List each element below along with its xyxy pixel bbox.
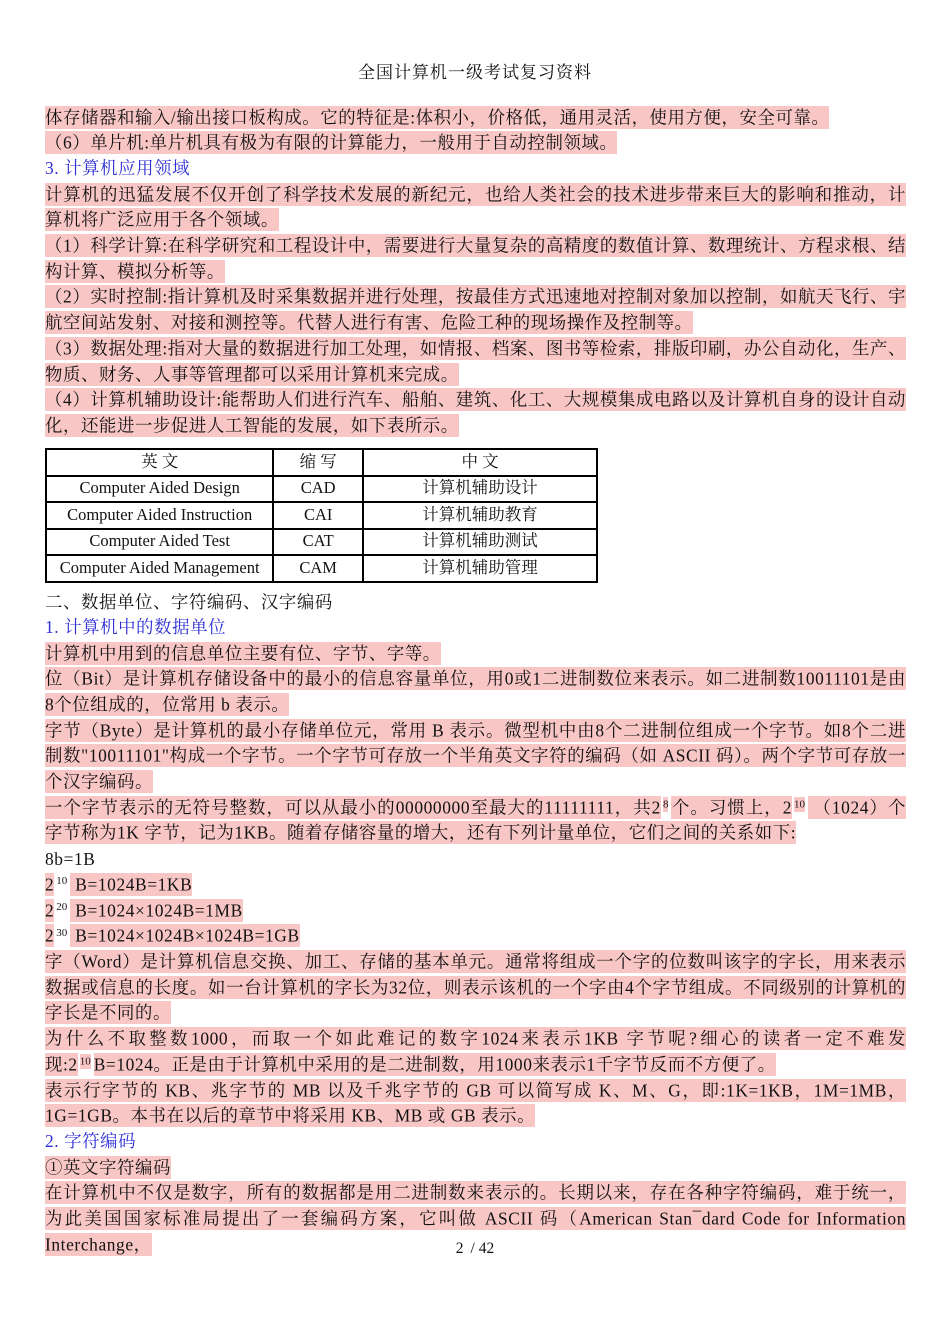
text-run: 个。习惯上，2 [671, 797, 792, 818]
para-app-3-data-processing [45, 336, 906, 387]
table-row [46, 529, 597, 556]
text-flow-after-table [45, 590, 906, 1258]
text-run: 2 [45, 874, 55, 895]
table-cell-chinese: 计算机辅助教育 [363, 502, 597, 529]
text-run: 二、数据单位、字符编码、汉字编码 [45, 591, 333, 612]
table-header-english: 英 文 [46, 449, 273, 476]
para-why-1024 [45, 1027, 906, 1078]
table-cell-abbreviation: CAI [273, 502, 363, 529]
table-header-chinese: 中 文 [363, 449, 597, 476]
table-cell-english: Computer Aided Management [46, 555, 273, 582]
heading-sec2-data-units [45, 590, 906, 616]
superscript-text: 10 [79, 1055, 91, 1068]
text-run: 为什么不取整数1000，而取一个如此难记的数字1024来表示1KB 字节呢?细心的读者一定不难发现:2 [45, 1028, 906, 1075]
text-run: （3）数据处理:指对大量的数据进行加工处理，如情报、档案、图书等检索，排版印刷，办公自动化，生产、物质、财务、人事等管理都可以采用计算机来完成。 [45, 338, 906, 385]
text-run: （1）科学计算:在科学研究和工程设计中，需要进行大量复杂的高精度的数值计算、数理统计、方程求根、结构计算、模拟分析等。 [45, 235, 906, 282]
para-info-units [45, 641, 906, 667]
text-run: （2）实时控制:指计算机及时采集数据并进行处理，按最佳方式迅速地对控制对象加以控制，如航天飞行、宇航空间站发射、对接和测控等。代替人进行有害、危险工种的现场操作及控制等。 [45, 286, 906, 333]
text-run: 体存储器和输入/输出接口板构成。它的特征是:体积小，价格低，通用灵活，使用方便，安全可靠。 [45, 107, 830, 127]
para-app-1-scientific-computing [45, 234, 906, 285]
table-cell-abbreviation: CAT [273, 529, 363, 556]
text-run: （6）单片机:单片机具有极为有限的计算能力，一般用于自动控制领域。 [45, 132, 618, 153]
text-run: B=1024B=1KB [70, 874, 193, 895]
text-run: 2 [45, 925, 55, 946]
table-cell-chinese: 计算机辅助测试 [363, 529, 597, 556]
heading-sub1-data-units [45, 615, 906, 641]
table-row [46, 502, 597, 529]
superscript-text: 8 [662, 798, 669, 811]
heading-sec3-application-fields [45, 156, 906, 182]
text-run: 字节（Byte）是计算机的最小存储单位元，常用 B 表示。微型机中由8个二进制位组成一个字节。如8个二进制数"10011101"构成一个字节。一个字节可存放一个半角英文字符的编码（如 ASCII 码）。两个字节可存放一个汉字编码。 [45, 720, 906, 792]
page-number-current: 2 [455, 1240, 464, 1257]
formula-8b-1b [45, 847, 906, 873]
para-item-6-single-chip [45, 131, 906, 157]
text-run: 3. 计算机应用领域 [45, 158, 191, 179]
para-word-definition [45, 949, 906, 1026]
text-run: 计算机中用到的信息单位主要有位、字节、字等。 [45, 643, 441, 664]
table-cell-english: Computer Aided Design [46, 476, 273, 503]
table-cell-english: Computer Aided Test [46, 529, 273, 556]
para-byte-definition [45, 718, 906, 795]
heading-sub2-character-encoding [45, 1129, 906, 1155]
table-cell-english: Computer Aided Instruction [46, 502, 273, 529]
cad-terms-table [45, 448, 598, 583]
text-flow-before-table [45, 105, 906, 439]
page-footer [0, 1240, 950, 1258]
document-header [0, 0, 950, 83]
text-run: 表示行字节的 KB、兆字节的 MB 以及千兆字节的 GB 可以简写成 K、M、G，即:1K=1KB，1M=1MB，1G=1GB。本书在以后的章节中将采用 KB、MB 或 GB 表示。 [45, 1080, 906, 1126]
para-app-2-realtime-control [45, 285, 906, 336]
para-app-4-computer-aided-design [45, 388, 906, 439]
formula-2-30-gb [45, 924, 906, 950]
formula-2-10-kb [45, 872, 906, 898]
table-header-row [46, 449, 597, 476]
text-run: 计算机的迅猛发展不仅开创了科学技术发展的新纪元，也给人类社会的技术进步带来巨大的影响和推动，计算机将广泛应用于各个领域。 [45, 184, 906, 230]
document-body [45, 105, 906, 1258]
formula-2-20-mb [45, 898, 906, 924]
text-run: 2 [45, 900, 55, 921]
text-run: 字（Word）是计算机信息交换、加工、存储的基本单元。通常将组成一个字的位数叫该字的字长，用来表示数据或信息的长度。如一台计算机的字长为32位，则表示该机的一个字由4个字节组成。不同级别的计算机的字长是不同的。 [45, 951, 906, 1023]
text-run: 位（Bit）是计算机存储设备中的最小的信息容量单位，用0或1二进制数位来表示。如二进制数10011101是由8个位组成的，位常用 b 表示。 [45, 668, 906, 715]
table-cell-chinese: 计算机辅助设计 [363, 476, 597, 503]
text-run: 在计算机中不仅是数字，所有的数据都是用二进制数来表示的。长期以来，存在各种字符编码，难于统一，为此美国国家标准局提出了一套编码方案，它叫做 ASCII 码（American Stan¯dard Code for Information Interchange， [45, 1182, 906, 1255]
para-english-encoding-label [45, 1155, 906, 1181]
table-cell-abbreviation: CAM [273, 555, 363, 582]
para-unsigned-integer [45, 795, 906, 846]
superscript-text: 30 [56, 926, 68, 939]
table-row [46, 555, 597, 582]
para-microcomputer-tail [45, 105, 906, 131]
text-run: 8b=1B [45, 848, 96, 869]
text-run: B=1024。正是由于计算机中采用的是二进制数，用1000来表示1千字节反而不方便了。 [93, 1054, 776, 1075]
text-run: ①英文字符编码 [45, 1157, 171, 1178]
table-cell-chinese: 计算机辅助管理 [363, 555, 597, 582]
table-header-abbreviation: 缩 写 [273, 449, 363, 476]
document-title: 全国计算机一级考试复习资料 [358, 63, 592, 82]
para-bit-definition [45, 667, 906, 718]
table-row [46, 476, 597, 503]
text-run: 2. 字符编码 [45, 1131, 137, 1152]
text-run: （1024）个字节称为1K 字节，记为1KB。随着存储容量的增大，还有下列计量单位，它们之间的关系如下: [45, 797, 906, 843]
text-run: （4）计算机辅助设计:能帮助人们进行汽车、船舶、建筑、化工、大规模集成电路以及计算机自身的设计自动化，还能进一步促进人工智能的发展，如下表所示。 [45, 389, 906, 436]
page-number-separator: / [470, 1240, 475, 1257]
para-kb-mb-gb-abbreviations [45, 1078, 906, 1129]
text-run: 1. 计算机中的数据单位 [45, 617, 227, 638]
text-run: 一个字节表示的无符号整数，可以从最小的00000000至最大的11111111，共2 [45, 797, 661, 818]
text-run: B=1024×1024B=1MB [70, 900, 243, 921]
page-number-total: 42 [478, 1240, 495, 1257]
superscript-text: 10 [794, 798, 805, 811]
table-cell-abbreviation: CAD [273, 476, 363, 503]
superscript-text: 20 [56, 901, 68, 914]
para-sec3-intro [45, 182, 906, 233]
superscript-text: 10 [56, 875, 68, 888]
text-run: B=1024×1024B×1024B=1GB [70, 925, 300, 946]
